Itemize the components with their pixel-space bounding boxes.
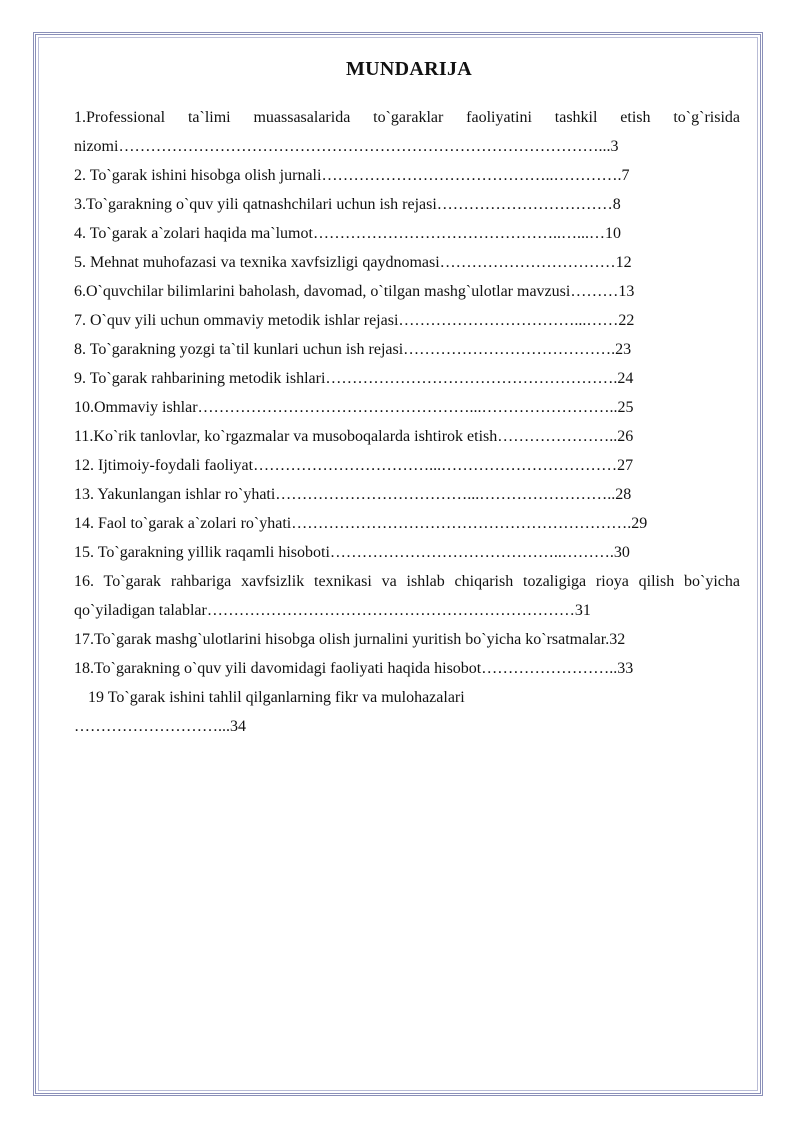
toc-entry-18: 18.To`garakning o`quv yili davomidagi faoliyati haqida hisobot……………………..33 (74, 660, 634, 677)
toc-entry-19: 19 To`garak ishini tahlil qilganlarning fikr va mulohazalari (88, 689, 465, 706)
toc-entry-9: 9. To`garak rahbarining metodik ishlari……………………………………………….24 (74, 370, 634, 387)
toc-entry-15: 15. To`garakning yillik raqamli hisoboti……………………………………..……….30 (74, 544, 630, 561)
toc-list (74, 103, 740, 741)
toc-entry-1: 1.Professional ta`limi muassasalarida to`garaklar faoliyatini tashkil etish to`g`risida nizomi………………………………………………………………………………...3 (74, 109, 740, 155)
toc-entry-2: 2. To`garak ishini hisobga olish jurnali……………………………………..………….7 (74, 167, 630, 184)
toc-entry-19-page-line: ………………………...34 (74, 718, 246, 735)
page-title: MUNDARIJA (345, 58, 473, 80)
toc-entry-10: 10.Ommaviy ishlar……………………………………………...……………………..25 (74, 399, 634, 416)
toc-entry-3: 3.To`garakning o`quv yili qatnashchilari uchun ish rejasi……………………………8 (74, 196, 621, 213)
toc-entry-7: 7. O`quv yili uchun ommaviy metodik ishlar rejasi……………………………...……22 (74, 312, 635, 329)
toc-entry-6: 6.O`quvchilar bilimlarini baholash, davomad, o`tilgan mashg`ulotlar mavzusi………13 (74, 283, 635, 300)
toc-entry-12: 12. Ijtimoiy-foydali faoliyat……………………………...……………………………27 (74, 457, 634, 474)
toc-entry-16: 16. To`garak rahbariga xavfsizlik texnikasi va ishlab chiqarish tozaligiga rioya qilish bo`yicha qo`yiladigan talablar……………………………………………………………31 (74, 573, 740, 619)
toc-entry-13: 13. Yakunlangan ishlar ro`yhati………………………………...……………………..28 (74, 486, 632, 503)
toc-entry-8: 8. To`garakning yozgi ta`til kunlari uchun ish rejasi………………………………….23 (74, 341, 632, 358)
toc-entry-11: 11.Ko`rik tanlovlar, ko`rgazmalar va musoboqalarda ishtirok etish…………………..26 (74, 428, 634, 445)
toc-entry-4: 4. To`garak a`zolari haqida ma`lumot………………………………………..…...…10 (74, 225, 621, 242)
toc-entry-14: 14. Faol to`garak a`zolari ro`yhati……………………………………………………….29 (74, 515, 648, 532)
toc-entry-5: 5. Mehnat muhofazasi va texnika xavfsizligi qaydnomasi……………………………12 (74, 254, 632, 271)
table-of-contents (74, 58, 740, 741)
toc-entry-17: 17.To`garak mashg`ulotlarini hisobga olish jurnalini yuritish bo`yicha ko`rsatmalar.32 (74, 631, 626, 648)
